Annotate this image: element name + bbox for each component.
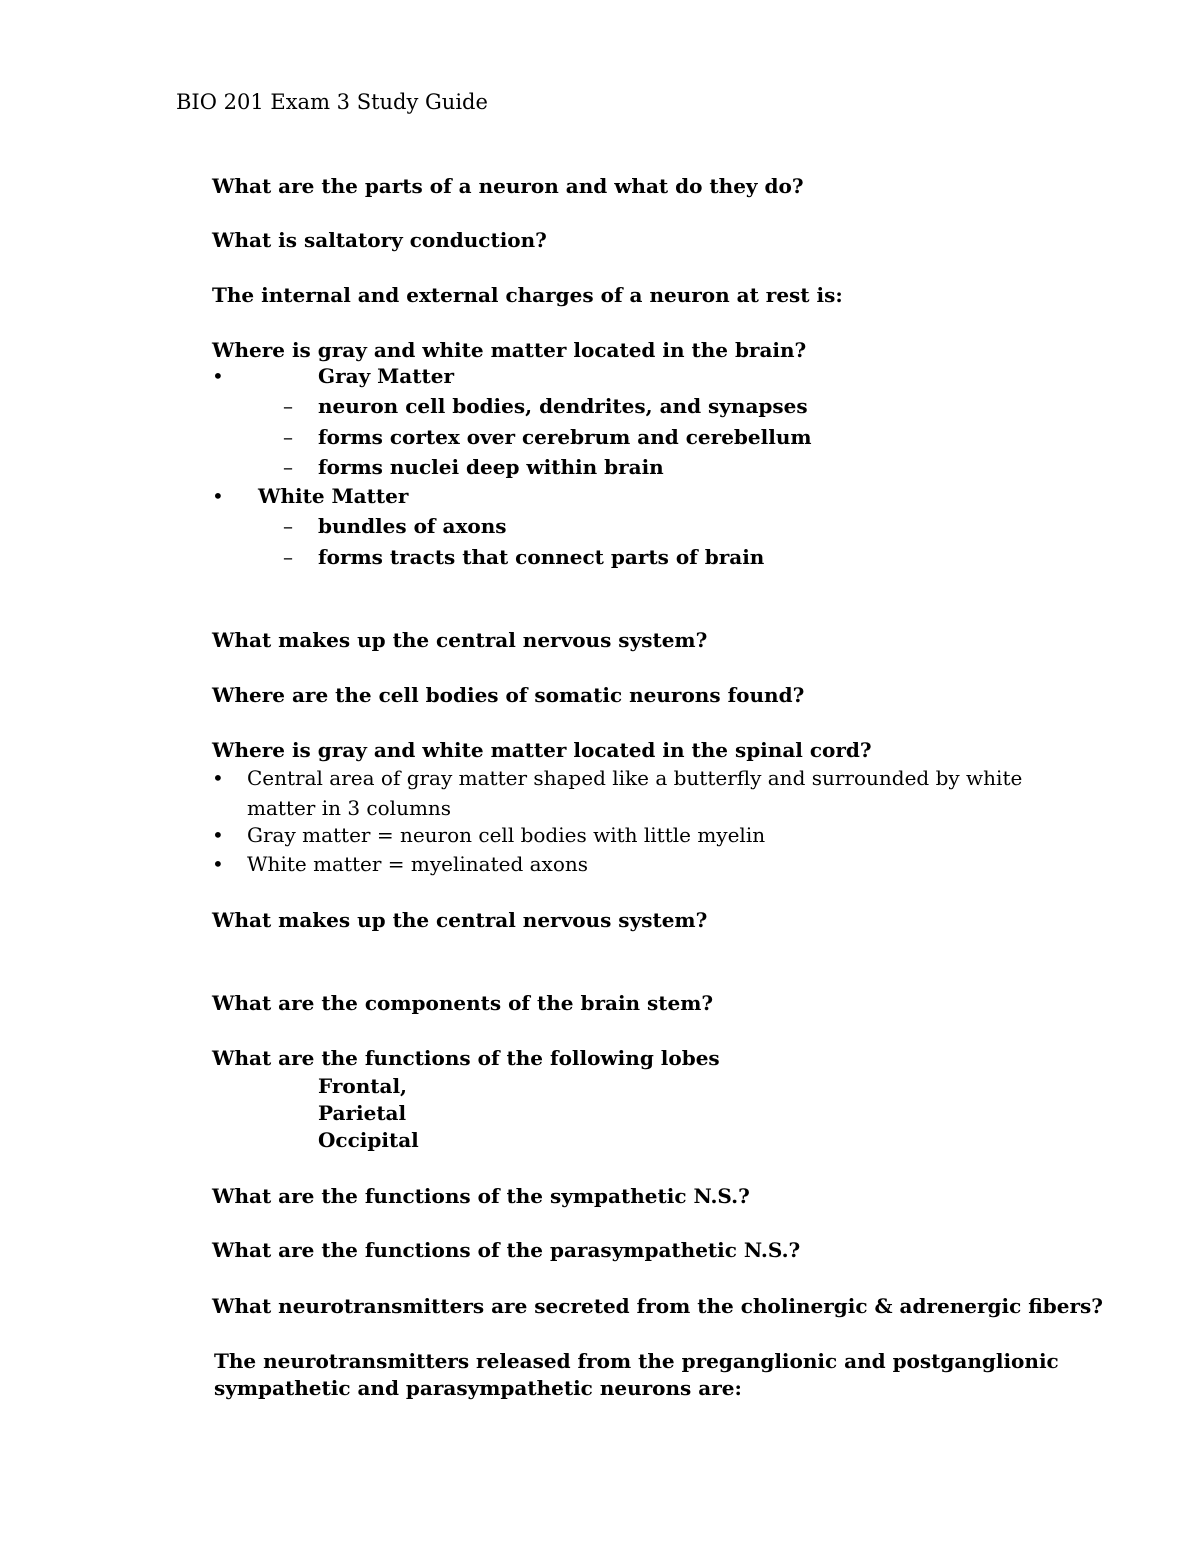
brain-gray-item: forms cortex over cerebrum and cerebellum (318, 425, 812, 449)
question-lobes: What are the functions of the following lobes (212, 1046, 720, 1070)
lobe-parietal: Parietal (318, 1101, 407, 1125)
question-somatic-cell-bodies: Where are the cell bodies of somatic neurons found? (212, 683, 805, 707)
brain-white-matter-label: White Matter (258, 484, 409, 508)
question-sympathetic: What are the functions of the sympathetic N.S.? (212, 1184, 750, 1208)
document-title: BIO 201 Exam 3 Study Guide (176, 90, 488, 114)
bullet-icon: • (212, 823, 224, 847)
question-saltatory-conduction: What is saltatory conduction? (212, 228, 547, 252)
bullet-icon: • (212, 852, 224, 876)
question-cns: What makes up the central nervous system? (212, 628, 708, 652)
bullet-icon: • (212, 766, 224, 790)
question-neurotransmitters-ganglionic: The neurotransmitters released from the preganglionic and postganglionic (214, 1349, 1059, 1373)
lobe-occipital: Occipital (318, 1128, 419, 1152)
bullet-icon: • (212, 484, 224, 508)
question-brain-stem: What are the components of the brain stem? (212, 991, 714, 1015)
dash-icon: – (283, 455, 293, 479)
dash-icon: – (283, 394, 293, 418)
brain-gray-item: forms nuclei deep within brain (318, 455, 664, 479)
question-cns-repeat: What makes up the central nervous system? (212, 908, 708, 932)
dash-icon: – (283, 425, 293, 449)
spinal-bullet-text: Central area of gray matter shaped like a butterfly and surrounded by white (247, 766, 1023, 790)
spinal-bullet-text-continued: matter in 3 columns (247, 796, 452, 820)
bullet-icon: • (212, 364, 224, 388)
brain-white-item: bundles of axons (318, 514, 507, 538)
spinal-bullet-text: Gray matter = neuron cell bodies with little myelin (247, 823, 766, 847)
brain-white-item: forms tracts that connect parts of brain (318, 545, 765, 569)
question-neuron-parts: What are the parts of a neuron and what do they do? (212, 174, 804, 198)
question-parasympathetic: What are the functions of the parasympathetic N.S.? (212, 1238, 801, 1262)
dash-icon: – (283, 545, 293, 569)
question-neurotransmitters-fibers: What neurotransmitters are secreted from the cholinergic & adrenergic fibers? (212, 1294, 1103, 1318)
question-neurotransmitters-ganglionic-continued: sympathetic and parasympathetic neurons are: (214, 1376, 742, 1400)
brain-gray-matter-label: Gray Matter (318, 364, 454, 388)
spinal-bullet-text: White matter = myelinated axons (247, 852, 589, 876)
dash-icon: – (283, 514, 293, 538)
lobe-frontal: Frontal, (318, 1074, 408, 1098)
question-brain-matter: Where is gray and white matter located in the brain? (212, 338, 807, 362)
question-spinal-matter: Where is gray and white matter located in the spinal cord? (212, 738, 872, 762)
question-resting-charges: The internal and external charges of a neuron at rest is: (212, 283, 843, 307)
brain-gray-item: neuron cell bodies, dendrites, and synapses (318, 394, 808, 418)
